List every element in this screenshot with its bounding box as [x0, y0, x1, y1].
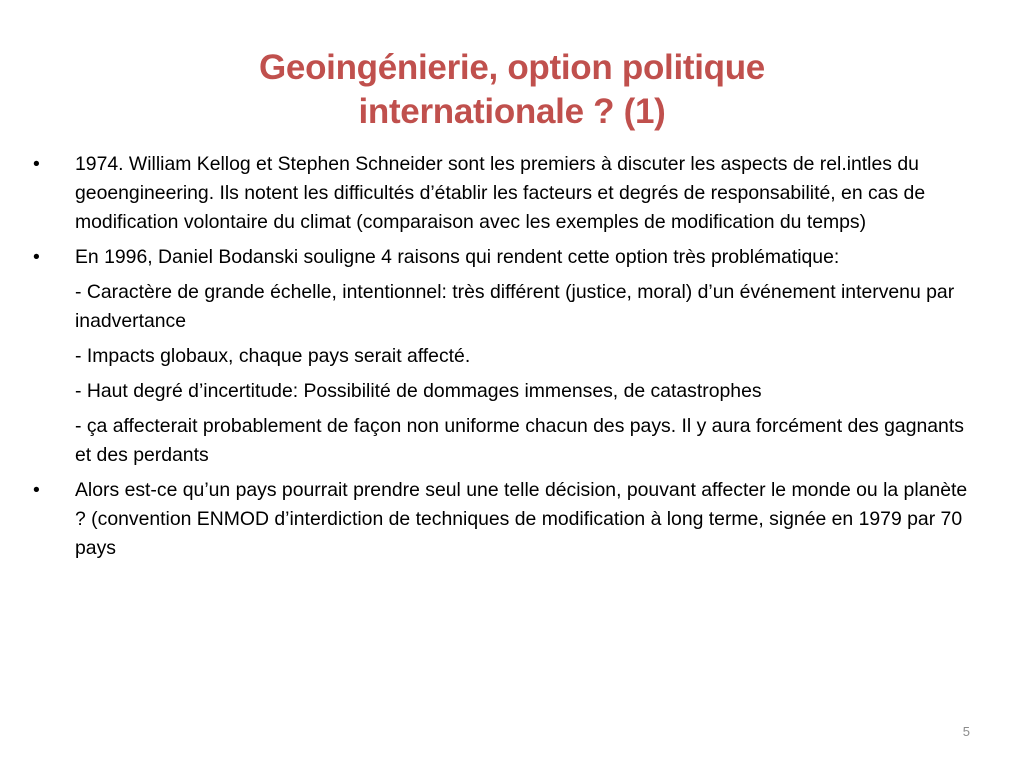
bullet-item-unilateral-decision [30, 476, 980, 563]
slide-title-line-1: Geoingénierie, option politique [259, 48, 765, 87]
slide-body [30, 150, 980, 569]
slide-title [150, 46, 874, 134]
sub-point-global-impacts: - Impacts globaux, chaque pays serait affecté. [75, 345, 471, 367]
sub-point-uncertainty: - Haut degré d’incertitude: Possibilité de dommages immenses, de catastrophes [75, 380, 762, 402]
bullet-item-1974 [30, 150, 980, 237]
bullet-text: Alors est-ce qu’un pays pourrait prendre seul une telle décision, pouvant affecter le monde ou la planète ? (convention ENMOD d’interdiction de techniques de modification à long terme, signée en 1979 par 70 pays [75, 479, 968, 559]
slide-title-line-2: internationale ? (1) [358, 92, 666, 131]
bullet-marker: • [33, 479, 40, 501]
bullet-text: 1974. William Kellog et Stephen Schneider sont les premiers à discuter les aspects de rel.intles du geoengineering. Ils notent les difficultés d’établir les facteurs et degrés de responsabilité, en cas de modification volontaire du climat (comparaison avec les exemples de modification du temps) [75, 153, 926, 233]
bullet-text: En 1996, Daniel Bodanski souligne 4 raisons qui rendent cette option très problématique: [75, 246, 840, 268]
slide-number: 5 [962, 724, 970, 739]
sub-point-scale: - Caractère de grande échelle, intentionnel: très différent (justice, moral) d’un événement intervenu par inadvertance [75, 281, 955, 332]
sub-point-non-uniform: - ça affecterait probablement de façon non uniforme chacun des pays. Il y aura forcément des gagnants et des perdants [75, 415, 964, 466]
bullet-marker: • [33, 246, 40, 268]
bullet-marker: • [33, 153, 40, 175]
bullet-item-1996 [30, 243, 980, 272]
